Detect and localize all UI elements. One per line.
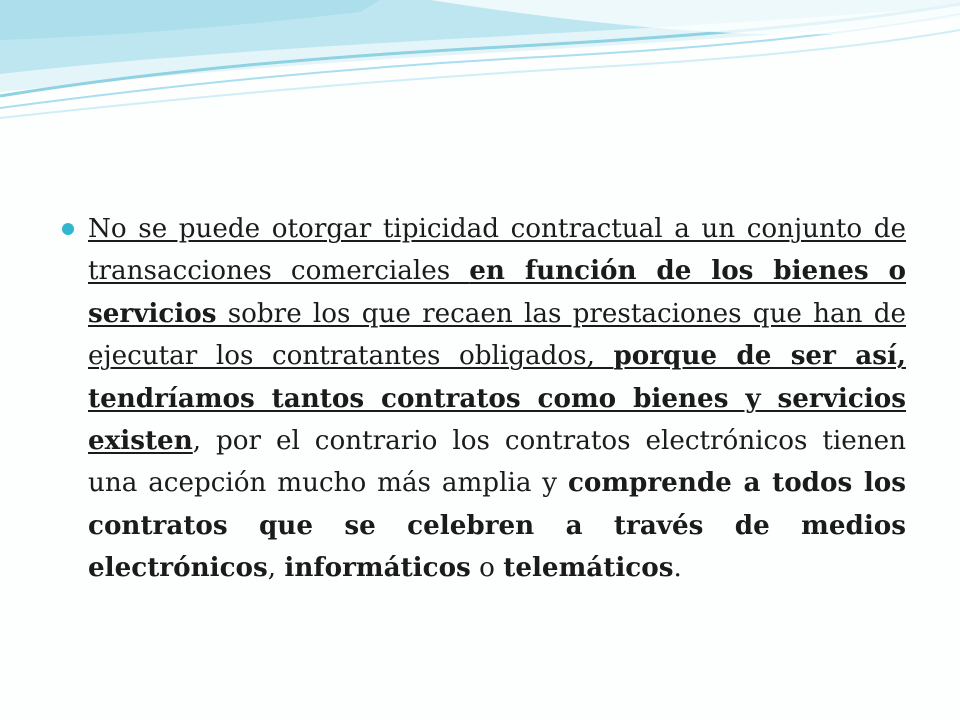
bullet-item	[62, 209, 906, 590]
text-run: ,	[267, 553, 285, 584]
text-run: informáticos	[284, 552, 471, 584]
text-run: en función de los bienes o servicios	[88, 255, 906, 329]
text-run: sobre los que recaen las prestaciones que han de ejecutar los contratantes obligados,	[88, 298, 906, 372]
text-run: porque de ser así, tendríamos tantos contratos como bienes y servicios existen	[88, 340, 907, 457]
text-run: o	[470, 553, 504, 584]
text-run: .	[673, 553, 682, 584]
bullet-dot-icon	[62, 223, 74, 235]
text-run: , por el contrario los contratos electrónicos tienen una acepción mucho más amplia y	[88, 426, 906, 499]
wave-banner	[0, 0, 960, 130]
text-run: No se puede otorgar tipicidad contractual a un conjunto de transacciones comerciales	[88, 214, 906, 287]
text-run: comprende a todos los contratos que se celebren a través de medios electrónicos	[88, 467, 906, 584]
bullet-paragraph	[88, 209, 906, 590]
text-run: telemáticos	[503, 552, 674, 584]
